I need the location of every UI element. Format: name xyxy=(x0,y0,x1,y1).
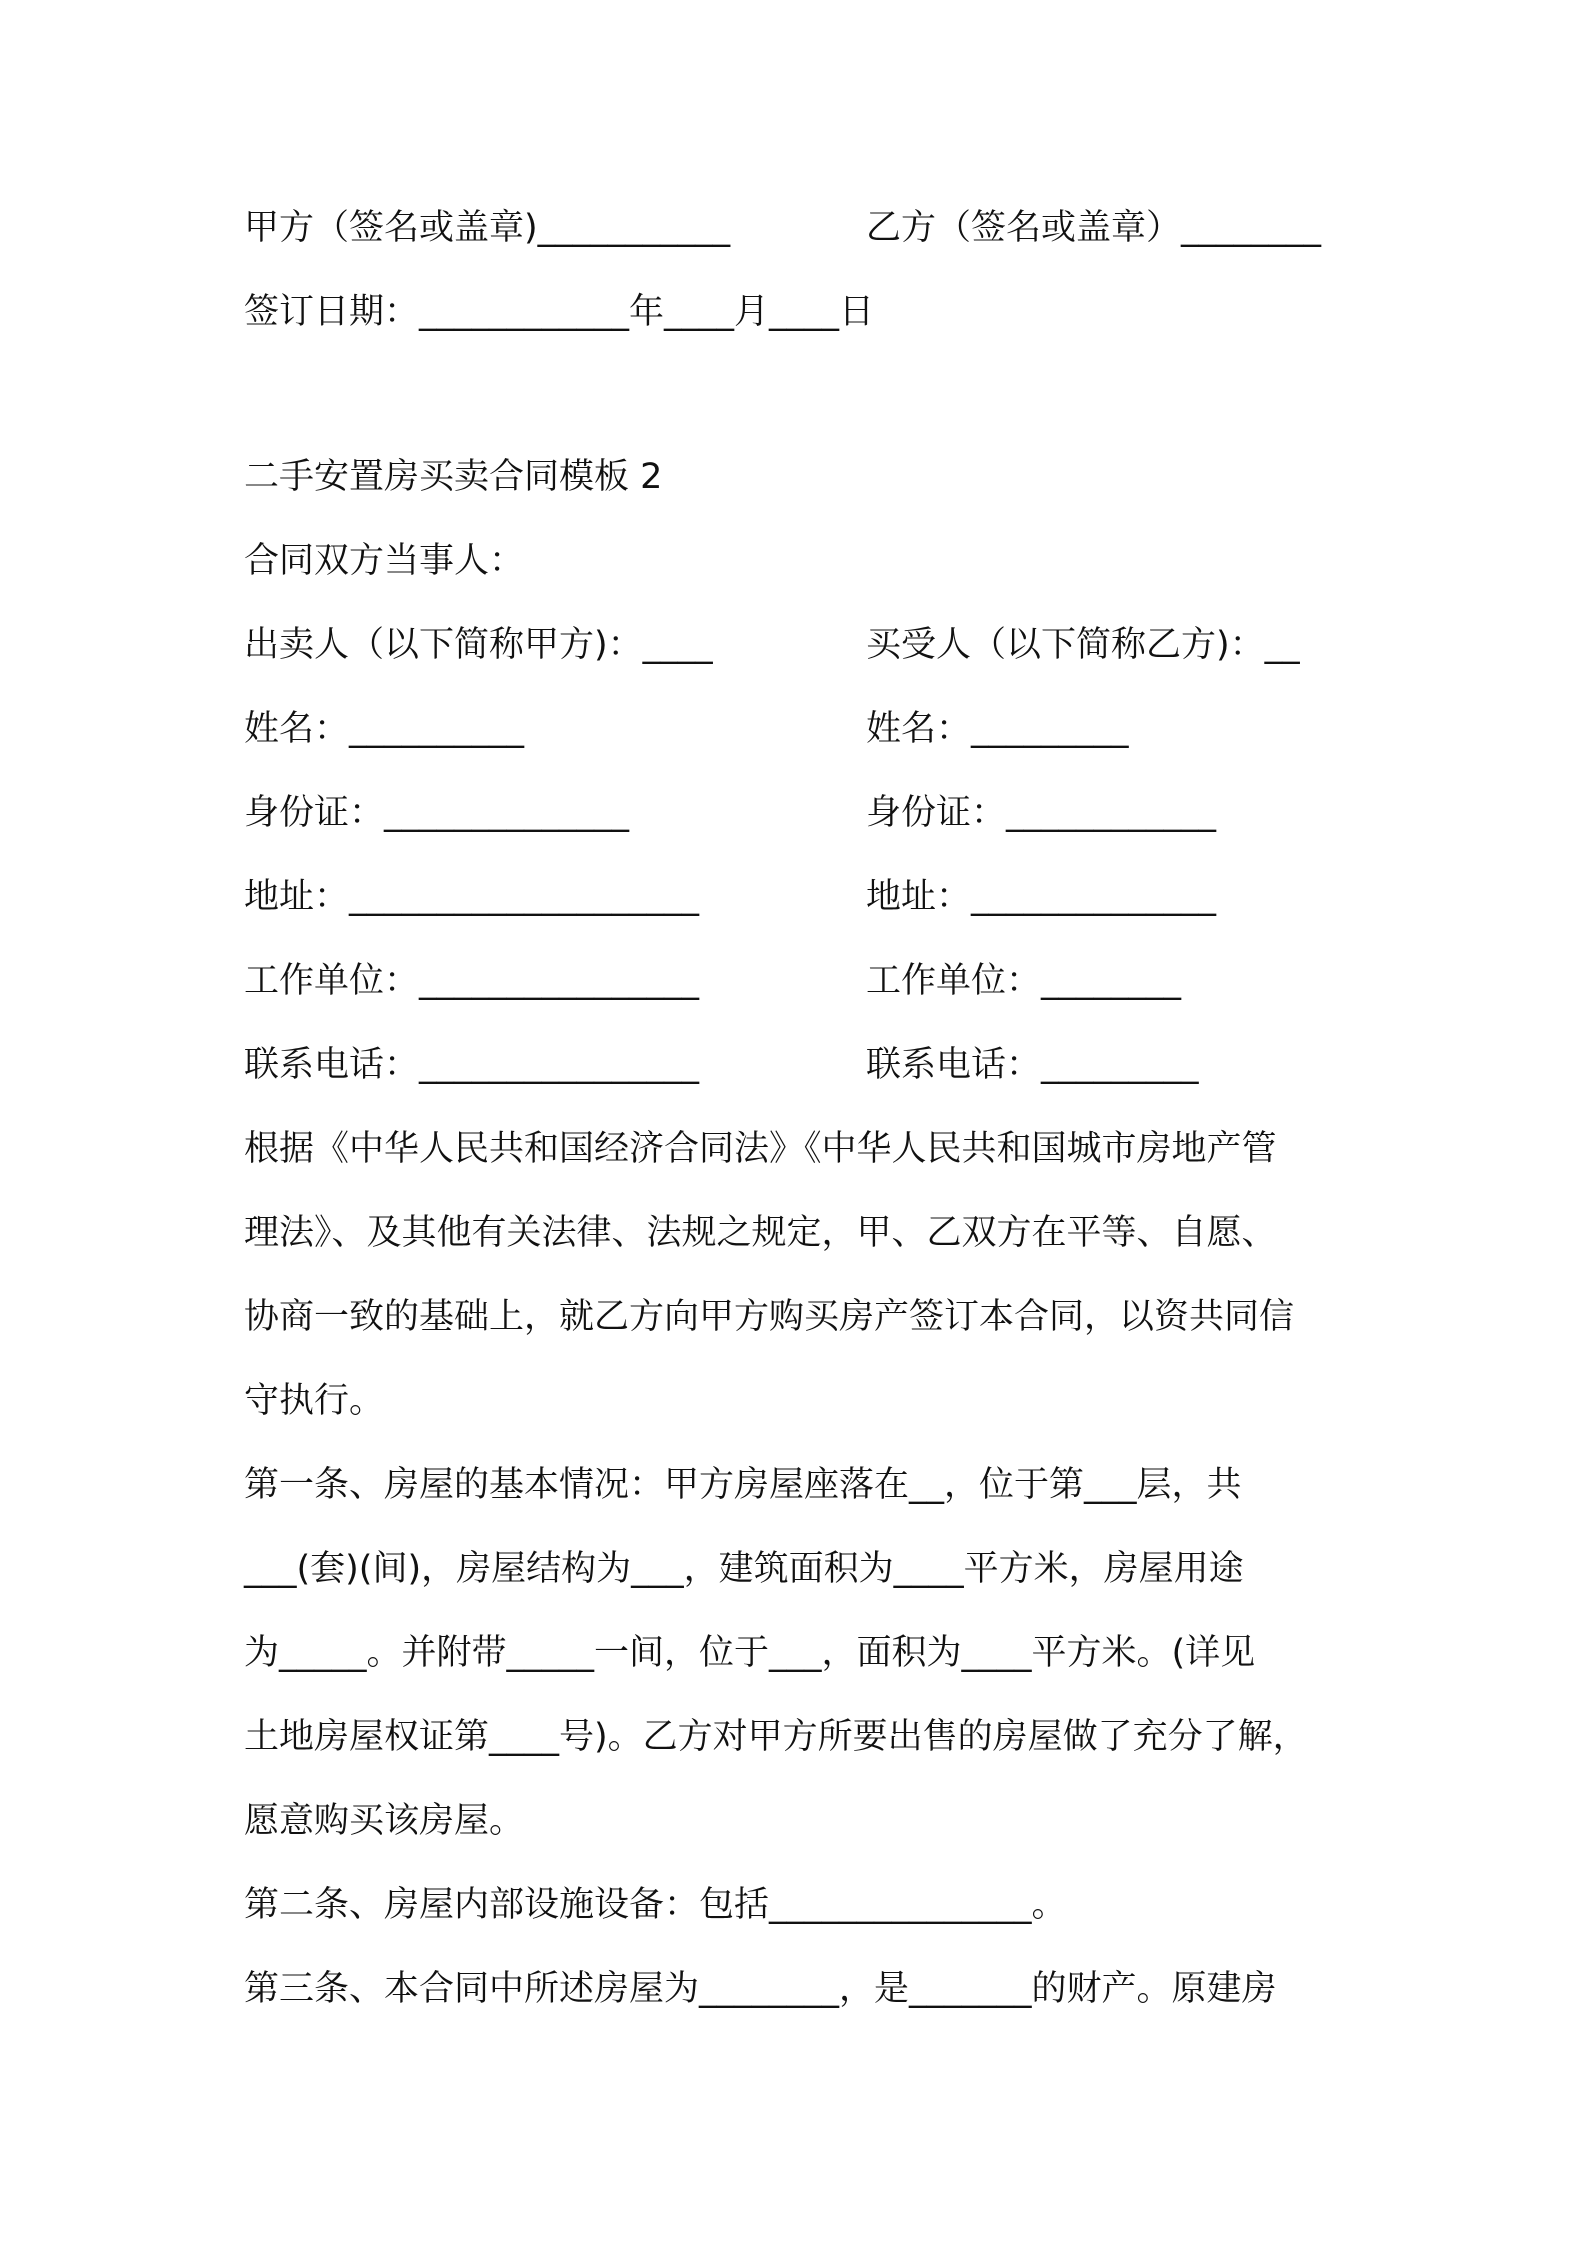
seller-label: 出卖人（以下简称甲方)：____ xyxy=(244,625,713,665)
seller-name-field: 姓名：__________ xyxy=(244,709,525,749)
buyer-label: 买受人（以下简称乙方)：__ xyxy=(866,625,1300,665)
buyer-id-field: 身份证：____________ xyxy=(866,793,1217,833)
article-1-line: ___(套)(间)，房屋结构为___，建筑面积为____平方米，房屋用途 xyxy=(244,1549,1244,1589)
body-line: 根据《中华人民共和国经济合同法》《中华人民共和国城市房地产管 xyxy=(244,1129,1277,1169)
seller-employer-field: 工作单位：________________ xyxy=(244,961,700,1001)
signature-party-b: 乙方（签名或盖章）________ xyxy=(866,208,1322,248)
article-3-line: 第三条、本合同中所述房屋为________，是_______的财产。原建房 xyxy=(244,1969,1277,2009)
seller-address-field: 地址：____________________ xyxy=(244,877,700,917)
body-line: 协商一致的基础上，就乙方向甲方购买房产签订本合同，以资共同信 xyxy=(244,1297,1295,1337)
signature-party-a: 甲方（签名或盖章)___________ xyxy=(244,208,731,248)
article-1-line: 土地房屋权证第____号)。乙方对甲方所要出售的房屋做了充分了解， xyxy=(244,1717,1308,1757)
parties-heading: 合同双方当事人： xyxy=(244,541,525,581)
buyer-address-field: 地址：______________ xyxy=(866,877,1217,917)
article-1-line: 第一条、房屋的基本情况：甲方房屋座落在__，位于第___层，共 xyxy=(244,1465,1242,1505)
document-title: 二手安置房买卖合同模板 2 xyxy=(244,457,663,497)
body-line: 守执行。 xyxy=(244,1381,385,1421)
article-2-line: 第二条、房屋内部设施设备：包括_______________。 xyxy=(244,1885,1067,1925)
buyer-name-field: 姓名：_________ xyxy=(866,709,1129,749)
body-line: 理法》、及其他有关法律、法规之规定，甲、乙双方在平等、自愿、 xyxy=(244,1213,1277,1253)
article-1-line: 愿意购买该房屋。 xyxy=(244,1801,525,1841)
article-1-line: 为_____。并附带_____一间，位于___，面积为____平方米。(详见 xyxy=(244,1633,1256,1673)
seller-phone-field: 联系电话：________________ xyxy=(244,1045,700,1085)
seller-id-field: 身份证：______________ xyxy=(244,793,630,833)
buyer-phone-field: 联系电话：_________ xyxy=(866,1045,1199,1085)
buyer-employer-field: 工作单位：________ xyxy=(866,961,1182,1001)
signing-date: 签订日期：____________年____月____日 xyxy=(244,292,875,332)
